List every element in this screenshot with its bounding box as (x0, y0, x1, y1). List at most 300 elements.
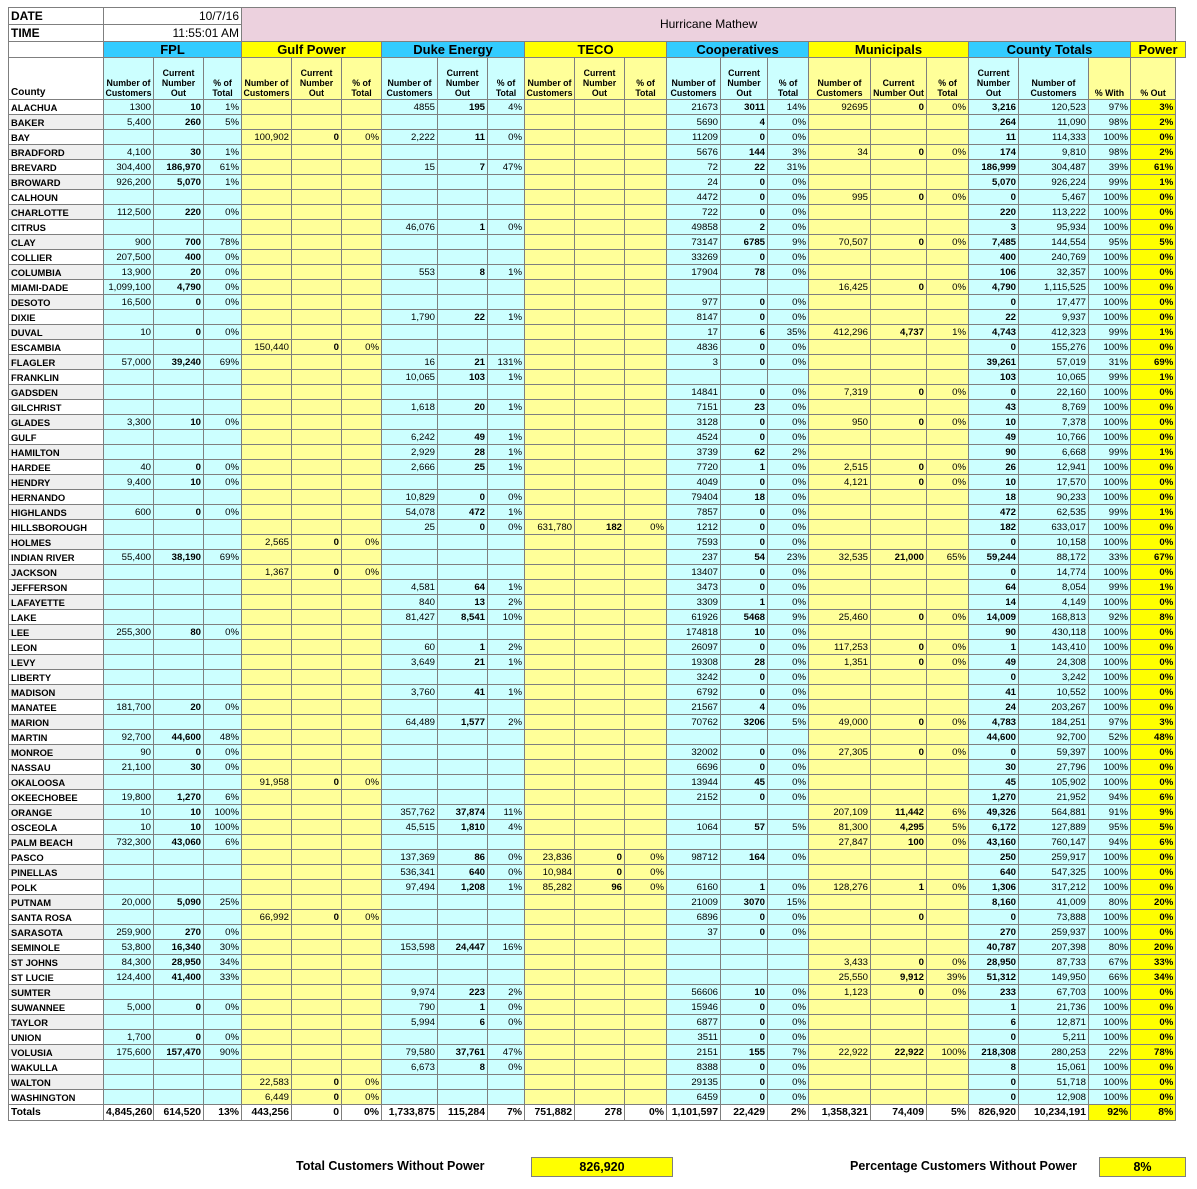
coop-pct: 35% (768, 325, 809, 340)
county-total-customers: 184,251 (1019, 715, 1089, 730)
teco-customers (525, 280, 575, 295)
gulf-pct (342, 370, 382, 385)
county-total-out: 51,312 (969, 970, 1019, 985)
pct-out-power: 0% (1131, 130, 1176, 145)
county-total-out: 11 (969, 130, 1019, 145)
county-name: TAYLOR (9, 1015, 104, 1030)
muni-pct: 0% (927, 100, 969, 115)
teco-pct (625, 430, 667, 445)
teco-out (575, 490, 625, 505)
table-row (9, 595, 1186, 610)
muni-pct: 0% (927, 745, 969, 760)
total-without-label: Total Customers Without Power (296, 1159, 485, 1173)
muni-pct (927, 940, 969, 955)
teco-pct (625, 205, 667, 220)
coop-pct: 0% (768, 685, 809, 700)
duke-customers: 5,994 (382, 1015, 438, 1030)
teco-pct (625, 1015, 667, 1030)
fpl-out (154, 865, 204, 880)
duke-pct (488, 295, 525, 310)
duke-customers: 137,369 (382, 850, 438, 865)
gulf-customers (242, 895, 292, 910)
duke-customers (382, 955, 438, 970)
gulf-out (292, 400, 342, 415)
teco-out (575, 835, 625, 850)
duke-pct (488, 535, 525, 550)
duke-customers (382, 565, 438, 580)
col-number-of-customers: Number of Customers (382, 58, 438, 100)
county-total-out: 472 (969, 505, 1019, 520)
county-total-customers: 9,810 (1019, 145, 1089, 160)
pct-without-label: Percentage Customers Without Power (850, 1159, 1078, 1173)
muni-out: 0 (871, 745, 927, 760)
duke-pct: 47% (488, 1045, 525, 1060)
teco-out (575, 895, 625, 910)
county-name: UNION (9, 1030, 104, 1045)
county-total-customers: 21,736 (1019, 1000, 1089, 1015)
teco-customers (525, 1075, 575, 1090)
county-total-out: 174 (969, 145, 1019, 160)
pct-with-power: 100% (1089, 430, 1131, 445)
teco-customers (525, 310, 575, 325)
county-total-out: 1 (969, 1000, 1019, 1015)
group-duke-energy: Duke Energy (382, 42, 525, 58)
fpl-customers: 926,200 (104, 175, 154, 190)
table-row (9, 655, 1186, 670)
fpl-pct (204, 430, 242, 445)
group-municipals: Municipals (809, 42, 969, 58)
county-name: SARASOTA (9, 925, 104, 940)
county-name: PUTNAM (9, 895, 104, 910)
teco-pct (625, 100, 667, 115)
county-total-customers: 430,118 (1019, 625, 1089, 640)
county-name: INDIAN RIVER (9, 550, 104, 565)
col-current-number-out: Current Number Out (292, 58, 342, 100)
county-total-out: 49,326 (969, 805, 1019, 820)
pct-with-power: 100% (1089, 1090, 1131, 1105)
muni-pct (927, 925, 969, 940)
duke-out: 1,208 (438, 880, 488, 895)
coop-out: 0 (721, 760, 768, 775)
table-row (9, 1075, 1186, 1090)
teco-customers (525, 730, 575, 745)
fpl-customers: 57,000 (104, 355, 154, 370)
fpl-customers: 175,600 (104, 1045, 154, 1060)
coop-customers: 7593 (667, 535, 721, 550)
teco-out: 278 (575, 1105, 625, 1121)
duke-out (438, 190, 488, 205)
county-total-customers: 280,253 (1019, 1045, 1089, 1060)
duke-customers: 357,762 (382, 805, 438, 820)
county-total-out: 1 (969, 640, 1019, 655)
county-name: JACKSON (9, 565, 104, 580)
table-row (9, 415, 1186, 430)
county-total-out: 44,600 (969, 730, 1019, 745)
group-cooperatives: Cooperatives (667, 42, 809, 58)
county-total-customers: 10,766 (1019, 430, 1089, 445)
coop-out (721, 940, 768, 955)
gulf-pct (342, 520, 382, 535)
county-total-customers: 95,934 (1019, 220, 1089, 235)
duke-out: 195 (438, 100, 488, 115)
fpl-out (154, 685, 204, 700)
teco-out (575, 820, 625, 835)
coop-customers: 8147 (667, 310, 721, 325)
table-row (9, 400, 1186, 415)
pct-out-power: 20% (1131, 940, 1176, 955)
fpl-pct (204, 490, 242, 505)
coop-out: 22 (721, 160, 768, 175)
teco-out (575, 370, 625, 385)
teco-out (575, 610, 625, 625)
fpl-customers: 10 (104, 325, 154, 340)
teco-customers (525, 910, 575, 925)
county-total-customers: 412,323 (1019, 325, 1089, 340)
teco-out (575, 1060, 625, 1075)
gulf-pct (342, 160, 382, 175)
fpl-out (154, 655, 204, 670)
pct-out-power: 0% (1131, 295, 1176, 310)
county-name: OKALOOSA (9, 775, 104, 790)
gulf-out (292, 940, 342, 955)
duke-customers: 1,733,875 (382, 1105, 438, 1121)
gulf-customers (242, 640, 292, 655)
muni-customers (809, 850, 871, 865)
teco-customers (525, 325, 575, 340)
teco-out (575, 385, 625, 400)
teco-pct (625, 325, 667, 340)
muni-out (871, 850, 927, 865)
table-row (9, 115, 1186, 130)
fpl-out (154, 1090, 204, 1105)
muni-pct (927, 115, 969, 130)
pct-out-power: 0% (1131, 1075, 1176, 1090)
muni-out (871, 490, 927, 505)
pct-with-power: 100% (1089, 925, 1131, 940)
gulf-pct (342, 280, 382, 295)
fpl-out: 0 (154, 1000, 204, 1015)
county-total-customers: 317,212 (1019, 880, 1089, 895)
pct-out-power: 1% (1131, 445, 1176, 460)
fpl-out: 270 (154, 925, 204, 940)
county-name: MANATEE (9, 700, 104, 715)
muni-customers: 49,000 (809, 715, 871, 730)
gulf-pct: 0% (342, 775, 382, 790)
county-total-out: 0 (969, 565, 1019, 580)
gulf-customers (242, 370, 292, 385)
fpl-out: 614,520 (154, 1105, 204, 1121)
county-name: PINELLAS (9, 865, 104, 880)
gulf-customers (242, 970, 292, 985)
gulf-pct (342, 115, 382, 130)
duke-customers (382, 325, 438, 340)
gulf-pct (342, 820, 382, 835)
gulf-out (292, 160, 342, 175)
coop-out: 6785 (721, 235, 768, 250)
coop-customers: 19308 (667, 655, 721, 670)
county-total-customers: 17,477 (1019, 295, 1089, 310)
teco-customers (525, 895, 575, 910)
county-name: BROWARD (9, 175, 104, 190)
muni-pct (927, 250, 969, 265)
muni-pct (927, 1000, 969, 1015)
pct-out-power: 0% (1131, 1090, 1176, 1105)
gulf-out: 0 (292, 775, 342, 790)
fpl-customers: 900 (104, 235, 154, 250)
muni-pct (927, 400, 969, 415)
county-name: ESCAMBIA (9, 340, 104, 355)
duke-customers (382, 760, 438, 775)
teco-customers (525, 475, 575, 490)
county-total-customers: 7,378 (1019, 415, 1089, 430)
teco-out (575, 715, 625, 730)
table-row (9, 505, 1186, 520)
outage-table (8, 7, 1186, 1121)
coop-pct: 0% (768, 595, 809, 610)
pct-with-power: 100% (1089, 220, 1131, 235)
county-total-customers: 4,149 (1019, 595, 1089, 610)
county-total-out: 22 (969, 310, 1019, 325)
muni-out (871, 505, 927, 520)
county-name: COLUMBIA (9, 265, 104, 280)
gulf-out (292, 505, 342, 520)
muni-customers (809, 310, 871, 325)
pct-with-power: 100% (1089, 265, 1131, 280)
fpl-out (154, 1015, 204, 1030)
pct-out-power: 69% (1131, 355, 1176, 370)
teco-customers (525, 145, 575, 160)
county-total-out: 233 (969, 985, 1019, 1000)
duke-out (438, 250, 488, 265)
duke-out (438, 340, 488, 355)
duke-customers (382, 190, 438, 205)
duke-customers: 97,494 (382, 880, 438, 895)
muni-pct (927, 130, 969, 145)
fpl-customers (104, 865, 154, 880)
duke-out: 41 (438, 685, 488, 700)
muni-pct: 0% (927, 280, 969, 295)
fpl-customers (104, 385, 154, 400)
summary-bar (8, 1157, 1186, 1177)
duke-customers: 81,427 (382, 610, 438, 625)
county-total-out: 1,306 (969, 880, 1019, 895)
county-total-out: 43,160 (969, 835, 1019, 850)
duke-out: 24,447 (438, 940, 488, 955)
county-total-customers: 87,733 (1019, 955, 1089, 970)
duke-customers: 1,790 (382, 310, 438, 325)
gulf-pct (342, 100, 382, 115)
fpl-customers (104, 1015, 154, 1030)
coop-pct: 0% (768, 505, 809, 520)
muni-pct: 6% (927, 805, 969, 820)
coop-out: 0 (721, 1060, 768, 1075)
duke-customers: 3,649 (382, 655, 438, 670)
fpl-out (154, 1060, 204, 1075)
coop-out (721, 835, 768, 850)
fpl-out (154, 445, 204, 460)
muni-customers (809, 595, 871, 610)
duke-customers: 4855 (382, 100, 438, 115)
fpl-out (154, 520, 204, 535)
coop-out: 0 (721, 1030, 768, 1045)
muni-customers (809, 760, 871, 775)
muni-pct: 5% (927, 1105, 969, 1121)
duke-out (438, 925, 488, 940)
teco-out (575, 805, 625, 820)
county-total-customers: 760,147 (1019, 835, 1089, 850)
duke-customers (382, 790, 438, 805)
muni-pct (927, 1030, 969, 1045)
muni-pct (927, 175, 969, 190)
table-row (9, 355, 1186, 370)
teco-pct: 0% (625, 850, 667, 865)
muni-pct (927, 1090, 969, 1105)
county-name: GLADES (9, 415, 104, 430)
gulf-out (292, 655, 342, 670)
coop-out: 18 (721, 490, 768, 505)
gulf-customers (242, 685, 292, 700)
coop-customers: 237 (667, 550, 721, 565)
muni-out: 0 (871, 100, 927, 115)
county-name: JEFFERSON (9, 580, 104, 595)
fpl-pct (204, 985, 242, 1000)
duke-pct: 7% (488, 1105, 525, 1121)
county-total-customers: 10,552 (1019, 685, 1089, 700)
muni-pct: 0% (927, 475, 969, 490)
fpl-out: 220 (154, 205, 204, 220)
muni-customers (809, 340, 871, 355)
muni-customers (809, 940, 871, 955)
coop-pct: 0% (768, 535, 809, 550)
gulf-out (292, 100, 342, 115)
coop-out: 0 (721, 385, 768, 400)
gulf-customers (242, 460, 292, 475)
teco-customers (525, 1015, 575, 1030)
teco-out (575, 1075, 625, 1090)
table-row (9, 160, 1186, 175)
coop-customers: 26097 (667, 640, 721, 655)
pct-with-power: 100% (1089, 1000, 1131, 1015)
duke-pct: 1% (488, 685, 525, 700)
muni-out (871, 355, 927, 370)
pct-with-power: 100% (1089, 865, 1131, 880)
fpl-customers: 19,800 (104, 790, 154, 805)
teco-customers (525, 835, 575, 850)
muni-pct (927, 295, 969, 310)
teco-out (575, 685, 625, 700)
county-total-out: 49 (969, 655, 1019, 670)
pct-with-power: 80% (1089, 895, 1131, 910)
muni-customers (809, 115, 871, 130)
muni-customers: 27,847 (809, 835, 871, 850)
teco-customers (525, 130, 575, 145)
muni-customers (809, 490, 871, 505)
table-row (9, 1015, 1186, 1030)
fpl-customers: 1300 (104, 100, 154, 115)
pct-out-power: 2% (1131, 145, 1176, 160)
muni-out (871, 1090, 927, 1105)
coop-out: 3011 (721, 100, 768, 115)
duke-customers: 153,598 (382, 940, 438, 955)
pct-with-power: 67% (1089, 955, 1131, 970)
county-total-out: 0 (969, 535, 1019, 550)
teco-pct (625, 790, 667, 805)
fpl-pct (204, 1015, 242, 1030)
teco-customers (525, 385, 575, 400)
county-total-customers: 90,233 (1019, 490, 1089, 505)
pct-with-power: 95% (1089, 235, 1131, 250)
muni-out (871, 205, 927, 220)
fpl-pct (204, 1090, 242, 1105)
muni-pct: 0% (927, 880, 969, 895)
duke-pct: 4% (488, 100, 525, 115)
muni-out: 0 (871, 715, 927, 730)
pct-out-power: 0% (1131, 760, 1176, 775)
fpl-out: 186,970 (154, 160, 204, 175)
pct-out-power: 0% (1131, 460, 1176, 475)
coop-customers: 32002 (667, 745, 721, 760)
pct-out-power: 5% (1131, 235, 1176, 250)
fpl-out: 10 (154, 415, 204, 430)
county-total-out: 90 (969, 625, 1019, 640)
gulf-out (292, 250, 342, 265)
county-total-customers: 155,276 (1019, 340, 1089, 355)
gulf-customers (242, 160, 292, 175)
county-total-customers: 24,308 (1019, 655, 1089, 670)
coop-out: 0 (721, 670, 768, 685)
table-row (9, 460, 1186, 475)
muni-out (871, 1075, 927, 1090)
duke-out (438, 115, 488, 130)
pct-with-power: 98% (1089, 145, 1131, 160)
coop-customers: 2151 (667, 1045, 721, 1060)
gulf-customers (242, 820, 292, 835)
gulf-customers (242, 580, 292, 595)
pct-out-power: 0% (1131, 205, 1176, 220)
coop-pct (768, 940, 809, 955)
muni-out (871, 130, 927, 145)
teco-out (575, 460, 625, 475)
duke-customers (382, 415, 438, 430)
coop-customers: 1212 (667, 520, 721, 535)
county-total-customers: 11,090 (1019, 115, 1089, 130)
pct-with-power: 100% (1089, 400, 1131, 415)
coop-out: 4 (721, 115, 768, 130)
coop-out: 0 (721, 310, 768, 325)
pct-with-power: 100% (1089, 340, 1131, 355)
county-total-out: 8,160 (969, 895, 1019, 910)
county-total-out: 0 (969, 1030, 1019, 1045)
teco-customers (525, 550, 575, 565)
county-name: BAY (9, 130, 104, 145)
muni-customers (809, 370, 871, 385)
duke-out (438, 760, 488, 775)
pct-out-power: 48% (1131, 730, 1176, 745)
pct-with-power: 31% (1089, 355, 1131, 370)
gulf-pct (342, 325, 382, 340)
coop-out (721, 730, 768, 745)
county-name: HIGHLANDS (9, 505, 104, 520)
pct-out-power: 1% (1131, 175, 1176, 190)
coop-out: 2 (721, 220, 768, 235)
fpl-out (154, 880, 204, 895)
fpl-customers: 600 (104, 505, 154, 520)
fpl-pct (204, 340, 242, 355)
county-total-out: 59,244 (969, 550, 1019, 565)
gulf-out (292, 430, 342, 445)
fpl-out (154, 400, 204, 415)
county-total-out: 640 (969, 865, 1019, 880)
